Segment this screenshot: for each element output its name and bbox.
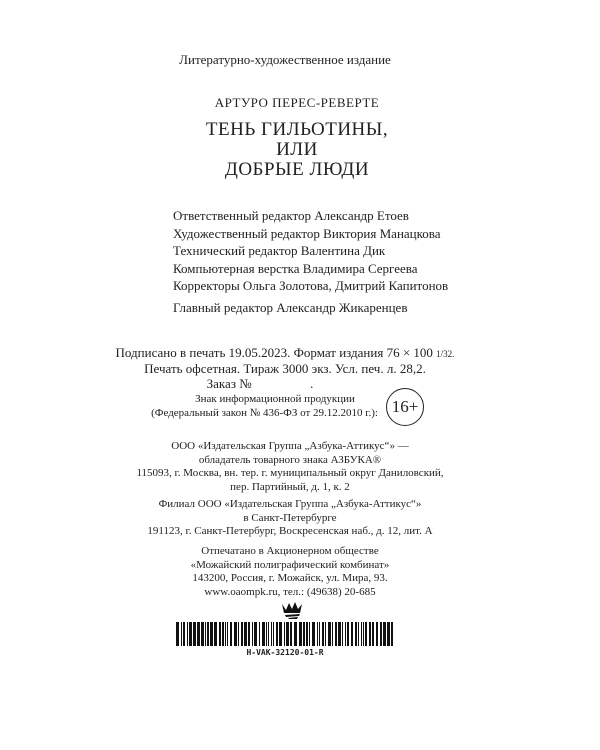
barcode-bar	[391, 622, 393, 646]
barcode-bar	[266, 622, 267, 646]
printer-line: www.oaompk.ru, тел.: (49638) 20-685	[204, 585, 376, 598]
author: АРТУРО ПЕРЕС-РЕВЕРТЕ	[214, 95, 380, 110]
barcode-bar	[248, 622, 250, 646]
barcode-bar	[259, 622, 260, 646]
barcode-bar	[189, 622, 192, 646]
staff-item: Компьютерная верстка Владимира Сергеева	[173, 260, 418, 276]
barcode-bar	[383, 622, 386, 646]
barcode-bar	[207, 622, 209, 646]
barcode-bar	[254, 622, 257, 646]
print-info-line2: Печать офсетная. Тираж 3000 экз. Усл. печ. л. 28,2.	[144, 361, 426, 376]
barcode-bar	[176, 622, 179, 646]
barcode-bar	[335, 622, 337, 646]
publisher-block	[0, 440, 590, 494]
staff-list	[173, 207, 448, 316]
barcode-bar	[210, 622, 213, 646]
title-line: ТЕНЬ ГИЛЬОТИНЫ,	[205, 119, 389, 140]
barcode-bar	[312, 622, 315, 646]
barcode-bar	[347, 622, 349, 646]
barcode-bar	[262, 622, 265, 646]
publisher-logo-icon	[280, 600, 304, 620]
barcode-bar	[345, 622, 346, 646]
branch-line: Филиал ООО «Издательская Группа „Азбука-Аттикус“»	[158, 498, 422, 510]
branch-line: в Санкт-Петербурге	[243, 511, 337, 524]
info-sign-line: Знак информационной продукции	[195, 393, 355, 405]
barcode-bar	[361, 622, 362, 646]
staff-item: Технический редактор Валентина Дик	[173, 243, 386, 258]
barcode-bar	[225, 622, 226, 646]
barcode-bar	[201, 622, 204, 646]
staff-item: Корректоры Ольга Золотова, Дмитрий Капитонов	[173, 278, 449, 293]
publisher-line: ООО «Издательская Группа „Азбука-Аттикус“» —	[171, 440, 409, 452]
barcode-bar	[332, 622, 333, 646]
barcode-bar	[181, 622, 182, 646]
barcode-bar	[365, 622, 367, 646]
barcode-bar	[322, 622, 324, 646]
barcode-bar	[271, 622, 272, 646]
staff-item: Художественный редактор Виктория Манацкова	[173, 225, 441, 241]
publisher-line: пер. Партийный, д. 1, к. 2	[230, 480, 350, 493]
barcode-bar	[183, 622, 185, 646]
barcode-bar	[351, 622, 353, 646]
order-number: Заказ № .	[206, 376, 314, 391]
info-sign-label	[142, 392, 378, 420]
format-fraction: 1/32.	[436, 349, 455, 359]
barcode-bar	[205, 622, 206, 646]
barcode-bar	[372, 622, 374, 646]
barcode-bar	[276, 622, 278, 646]
barcode-bar	[214, 622, 217, 646]
barcode-bar	[219, 622, 221, 646]
age-rating-badge: 16+	[386, 388, 424, 426]
publisher-line: 115093, г. Москва, вн. тер. г. муниципальный округ Даниловский,	[136, 467, 444, 479]
staff-item: Ответственный редактор Александр Етоев	[173, 208, 409, 223]
info-sign-line: (Федеральный закон № 436-ФЗ от 29.12.2010 г.):	[151, 407, 378, 419]
barcode-bar	[279, 622, 282, 646]
publisher-line: обладатель товарного знака АЗБУКА®	[198, 453, 382, 466]
barcode-bar	[369, 622, 371, 646]
branch-line: 191123, г. Санкт-Петербург, Воскресенская наб., д. 12, лит. А	[147, 525, 433, 537]
barcode-bar	[222, 622, 224, 646]
barcode-bar	[193, 622, 196, 646]
barcode-bar	[376, 622, 378, 646]
barcode-bar	[234, 622, 237, 646]
barcode-bar	[187, 622, 188, 646]
barcode-bar	[309, 622, 310, 646]
printer-line: Отпечатано в Акционерном обществе	[201, 545, 379, 557]
barcode-text: H-VAK-32120-01-R	[246, 648, 324, 657]
barcode-bar	[294, 622, 297, 646]
barcode-bar	[387, 622, 390, 646]
barcode-bar	[342, 622, 343, 646]
barcode-bar	[241, 622, 243, 646]
barcode-bar	[299, 622, 302, 646]
barcode-bar	[338, 622, 341, 646]
barcode-bar	[286, 622, 289, 646]
print-info-line1	[0, 345, 585, 361]
barcode-bar	[252, 622, 253, 646]
barcode-bar	[230, 622, 232, 646]
barcode-bar	[273, 622, 274, 646]
barcode-bar	[284, 622, 285, 646]
print-signed: Подписано в печать 19.05.2023. Формат издания 76 × 100	[115, 345, 433, 360]
title-line: ДОБРЫЕ ЛЮДИ	[224, 159, 370, 180]
barcode-bar	[380, 622, 382, 646]
branch-block	[0, 498, 590, 539]
barcode-bar	[319, 622, 320, 646]
barcode-bar	[328, 622, 331, 646]
barcode-bar	[290, 622, 292, 646]
barcode-bar	[325, 622, 326, 646]
barcode-bar	[238, 622, 239, 646]
title-line: ИЛИ	[276, 139, 318, 160]
barcode	[176, 622, 396, 646]
edition-type: Литературно-художественное издание	[179, 52, 391, 67]
barcode-bar	[317, 622, 318, 646]
barcode-bar	[268, 622, 269, 646]
printer-block	[0, 545, 590, 599]
barcode-bar	[227, 622, 228, 646]
barcode-bar	[363, 622, 364, 646]
barcode-bar	[303, 622, 305, 646]
barcode-bar	[358, 622, 359, 646]
barcode-bar	[355, 622, 357, 646]
chief-editor: Главный редактор Александр Жикаренцев	[173, 299, 408, 315]
printer-line: 143200, Россия, г. Можайск, ул. Мира, 93.	[192, 572, 388, 584]
barcode-bar	[306, 622, 308, 646]
barcode-bar	[244, 622, 247, 646]
printer-line: «Можайский полиграфический комбинат»	[190, 558, 390, 571]
barcode-bar	[197, 622, 200, 646]
